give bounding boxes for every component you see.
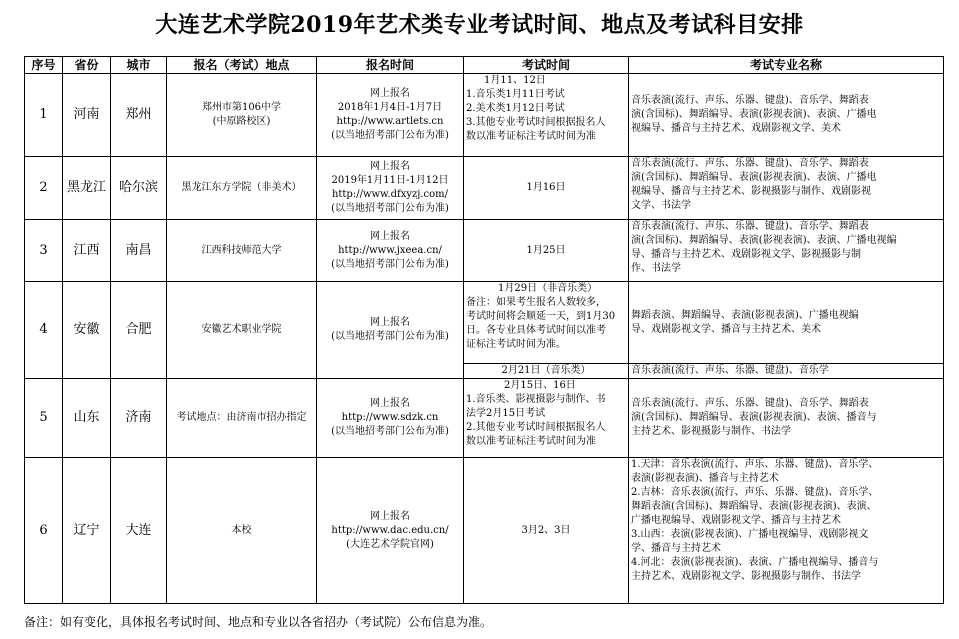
exam-schedule-table <box>24 56 944 604</box>
header-city: 城市 <box>111 57 167 74</box>
row-place: 江西科技师范大学 <box>167 220 317 282</box>
table-row <box>25 282 944 364</box>
table-row <box>25 458 944 604</box>
row-province: 黑龙江 <box>63 157 111 220</box>
row-place: 本校 <box>167 458 317 604</box>
footnote: 备注：如有变化，具体报名考试时间、地点和专业以各省招办（考试院）公布信息为准。 <box>24 615 493 629</box>
row-reg: 网上报名 http://www.dac.edu.cn/ (大连艺术学院官网) <box>317 458 464 604</box>
row-no: 3 <box>25 220 63 282</box>
row-exam-music: 2月21日（音乐类） <box>464 364 629 379</box>
header-reg-time: 报名时间 <box>317 57 464 74</box>
row-reg: 网上报名 2019年1月11日-1月12日 http://www.dfxyzj.com/ (以当地招考部门公布为准) <box>317 157 464 220</box>
row-province: 河南 <box>63 74 111 157</box>
row-no: 6 <box>25 458 63 604</box>
row-city: 大连 <box>111 458 167 604</box>
row-city: 郑州 <box>111 74 167 157</box>
page-title: 大连艺术学院2019年艺术类专业考试时间、地点及考试科目安排 <box>155 12 804 38</box>
row-exam: 1月16日 <box>464 157 629 220</box>
row-majors: 音乐表演(流行、声乐、乐器、键盘)、音乐学、舞蹈表 演(含国标)、舞蹈编导、表演(影视表演)、表演、广播电 视编导、播音与主持艺术、影视摄影与制作、戏剧影视 文学、书法学 <box>629 157 944 220</box>
row-city: 济南 <box>111 379 167 458</box>
row-reg: 网上报名 http://www.sdzk.cn (以当地招考部门公布为准) <box>317 379 464 458</box>
row-majors: 音乐表演(流行、声乐、乐器、键盘)、音乐学、舞蹈表 演(含国标)、舞蹈编导、表演(影视表演)、表演、广播电视编 导、播音与主持艺术、戏剧影视文学、影视摄影与制 作、书法学 <box>629 220 944 282</box>
row-city: 合肥 <box>111 282 167 379</box>
row-province: 辽宁 <box>63 458 111 604</box>
row-exam: 1月11、12日 1.音乐类1月11日考试 2.美术类1月12日考试 3.其他专业考试时间根据报名人 数以准考证标注考试时间为准 <box>464 74 629 157</box>
row-exam: 1月29日（非音乐类） 备注：如果考生报名人数较多， 考试时间将会顺延一天，到1月30 日。各专业具体考试时间以准考 证标注考试时间为准。 <box>464 282 629 364</box>
table-row <box>25 220 944 282</box>
row-reg: 网上报名 (以当地招考部门公布为准) <box>317 282 464 379</box>
row-no: 5 <box>25 379 63 458</box>
table-row <box>25 157 944 220</box>
header-province: 省份 <box>63 57 111 74</box>
header-exam-time: 考试时间 <box>464 57 629 74</box>
row-reg: 网上报名 http://www.jxeea.cn/ (以当地招考部门公布为准) <box>317 220 464 282</box>
row-no: 2 <box>25 157 63 220</box>
header-majors: 考试专业名称 <box>629 57 944 74</box>
row-place: 考试地点：由济南市招办指定 <box>167 379 317 458</box>
row-province: 安徽 <box>63 282 111 379</box>
row-place: 黑龙江东方学院（非美术） <box>167 157 317 220</box>
row-place: 安徽艺术职业学院 <box>167 282 317 379</box>
row-reg: 网上报名 2018年1月4日-1月7日 http://www.artlets.cn (以当地招考部门公布为准) <box>317 74 464 157</box>
row-city: 哈尔滨 <box>111 157 167 220</box>
header-row <box>25 57 944 74</box>
row-city: 南昌 <box>111 220 167 282</box>
row-majors: 舞蹈表演、舞蹈编导、表演(影视表演)、广播电视编 导、戏剧影视文学、播音与主持艺术、美术 <box>629 282 944 364</box>
row-majors-music: 音乐表演(流行、声乐、乐器、键盘)、音乐学 <box>629 364 944 379</box>
header-place: 报名（考试）地点 <box>167 57 317 74</box>
table-row <box>25 74 944 157</box>
row-majors: 音乐表演(流行、声乐、乐器、键盘)、音乐学、舞蹈表 演(含国标)、舞蹈编导、表演(影视表演)、表演、播音与 主持艺术、影视摄影与制作、书法学 <box>629 379 944 458</box>
row-exam: 1月25日 <box>464 220 629 282</box>
row-majors: 音乐表演(流行、声乐、乐器、键盘)、音乐学、舞蹈表 演(含国标)、舞蹈编导、表演(影视表演)、表演、广播电 视编导、播音与主持艺术、戏剧影视文学、美术 <box>629 74 944 157</box>
header-no: 序号 <box>25 57 63 74</box>
row-majors: 1.天津：音乐表演(流行、声乐、乐器、键盘)、音乐学、 表演(影视表演)、播音与主持艺术 2.吉林：音乐表演(流行、声乐、乐器、键盘)、音乐学、 舞蹈表演(含国标)、舞蹈编导、表演(影视表演)、表演、 广播电视编导、戏剧影视文学、播音与主持艺术 3.山西：表演(影视表演)、广播电视编导、戏剧影视文 学、播音与主持艺术 4.河北：表演(影视表演)、表演、广播电视编导、播音与 主持艺术、戏剧影视文学、影视摄影与制作、书法学 <box>629 458 944 604</box>
table-row <box>25 379 944 458</box>
row-exam: 3月2、3日 <box>464 458 629 604</box>
row-province: 山东 <box>63 379 111 458</box>
row-no: 4 <box>25 282 63 379</box>
row-exam: 2月15日、16日 1.音乐类、影视摄影与制作、书 法学2月15日考试 2.其他专业考试时间根据报名人 数以准考证标注考试时间为准 <box>464 379 629 458</box>
row-no: 1 <box>25 74 63 157</box>
row-province: 江西 <box>63 220 111 282</box>
row-place: 郑州市第106中学 (中原路校区) <box>167 74 317 157</box>
